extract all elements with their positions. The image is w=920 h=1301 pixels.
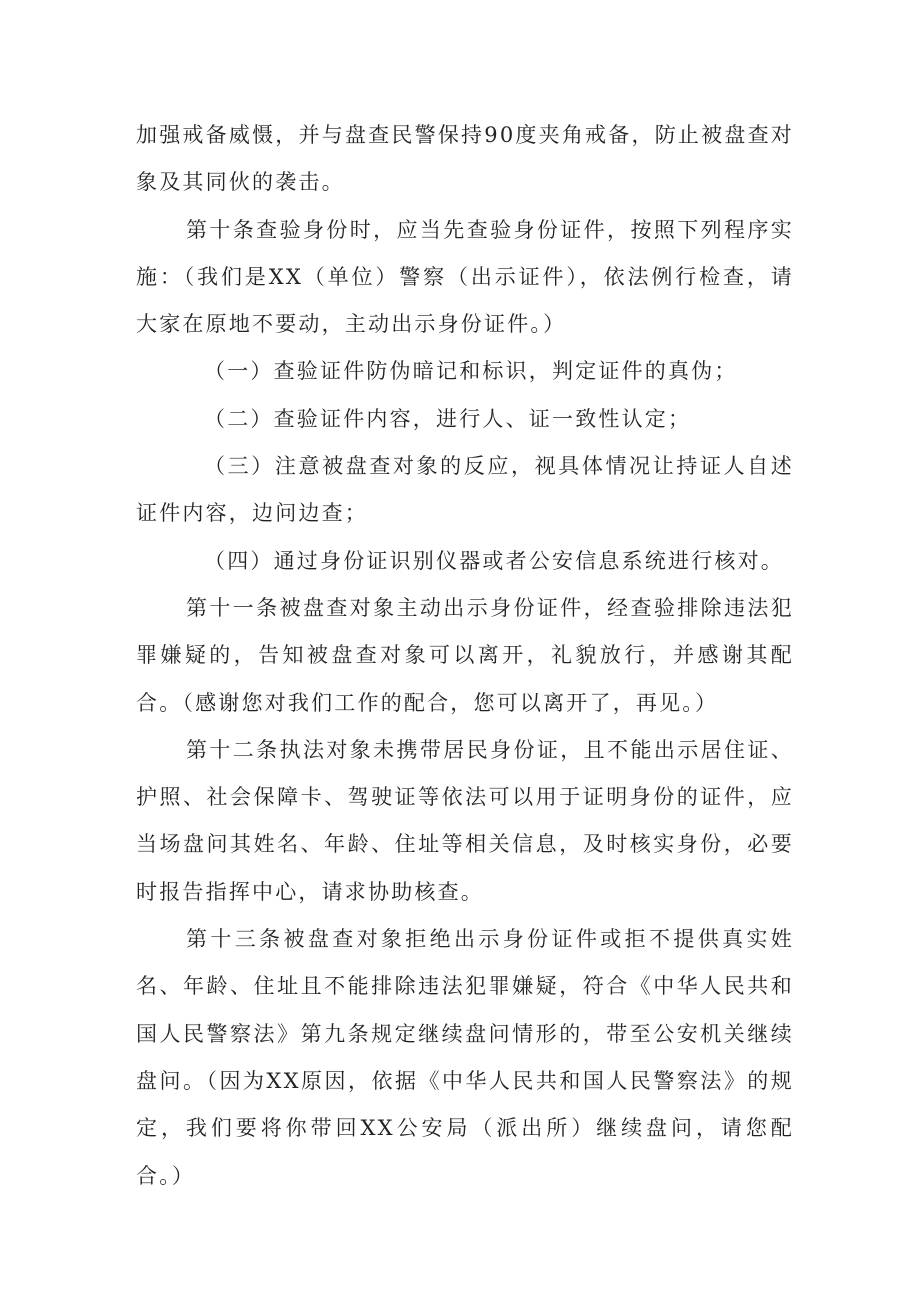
paragraph-article-11: 第十一条被盘查对象主动出示身份证件，经查验排除违法犯罪嫌疑的，告知被盘查对象可以离开，礼貌放行，并感谢其配合。（感谢您对我们工作的配合，您可以离开了，再见。） (136, 595, 794, 715)
document-body (136, 112, 794, 1200)
paragraph-article-10: 第十条查验身份时，应当先查验身份证件，按照下列程序实施：（我们是XX（单位）警察（出示证件），依法例行检查，请大家在原地不要动，主动出示身份证件。） (136, 217, 794, 337)
paragraph-item-2: （二）查验证件内容，进行人、证一致性认定； (204, 406, 692, 431)
paragraph-item-1: （一）查验证件防伪暗记和标识，判定证件的真伪； (204, 359, 738, 384)
paragraph-item-4: （四）通过身份证识别仪器或者公安信息系统进行核对。 (204, 548, 784, 573)
paragraph-continuation: 加强戒备威慑，并与盘查民警保持90度夹角戒备，防止被盘查对象及其同伙的袭击。 (136, 123, 794, 195)
paragraph-item-3: （三）注意被盘查对象的反应，视具体情况让持证人自述证件内容，边问边查； (136, 454, 794, 526)
paragraph-article-12: 第十二条执法对象未携带居民身份证，且不能出示居住证、护照、社会保障卡、驾驶证等依法可以用于证明身份的证件，应当场盘问其姓名、年龄、住址等相关信息，及时核实身份，必要时报告指挥中心，请求协助核查。 (136, 737, 794, 904)
paragraph-article-13: 第十三条被盘查对象拒绝出示身份证件或拒不提供真实姓名、年龄、住址且不能排除违法犯罪嫌疑，符合《中华人民共和国人民警察法》第九条规定继续盘问情形的，带至公安机关继续盘问。（因为XX原因，依据《中华人民共和国人民警察法》的规定，我们要将你带回XX公安局（派出所）继续盘问，请您配合。） (136, 927, 794, 1188)
